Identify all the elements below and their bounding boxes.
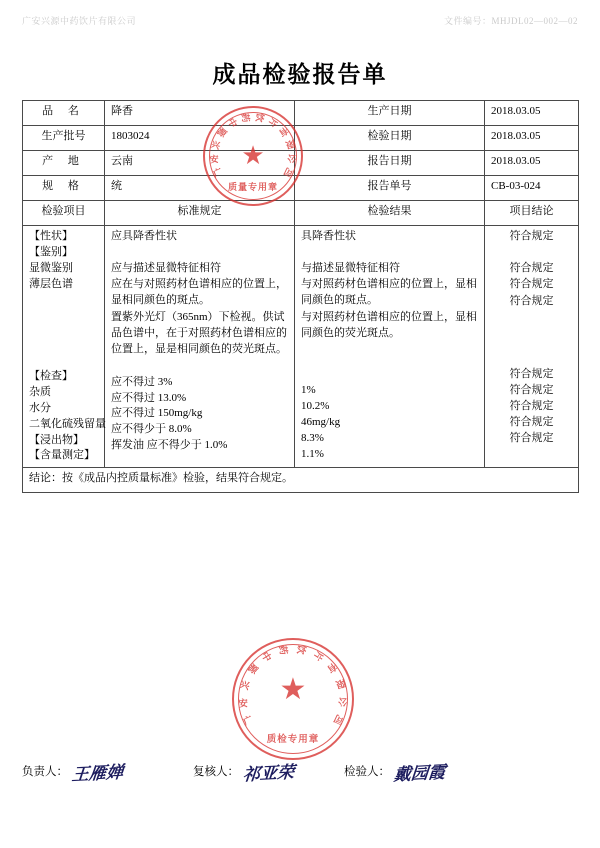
info-value-production-date: 2018.03.05: [485, 101, 579, 126]
result-item: 【检查】: [29, 369, 73, 382]
result-standard: 应在与对照药材色谱相应的位置上，显相同颜色的斑点。: [111, 277, 287, 306]
star-icon: ★: [241, 141, 265, 170]
info-value-report-no: CB-03-024: [485, 176, 579, 201]
result-item: 【性状】: [29, 230, 73, 242]
signature-label-responsible: 负责人：: [22, 766, 68, 778]
result-value: 1%: [301, 383, 316, 396]
stamp-inner-ring: [238, 644, 348, 754]
result-standard: 应与描述显微特征相符: [111, 261, 221, 274]
page-title: 成品检验报告单: [212, 62, 388, 87]
stamp-arc-char: 片: [310, 648, 325, 662]
stamp-arc-char: 有: [324, 659, 339, 674]
info-label-name: 品 名: [23, 101, 105, 126]
result-standard: 应不得过 3%: [111, 375, 173, 388]
result-value: 46mg/kg: [301, 415, 341, 428]
result-conclusion: 符合规定: [509, 261, 554, 274]
inspection-stamp-icon: [232, 638, 354, 760]
result-standard: 应不得过 150mg/kg: [111, 407, 203, 420]
result-conclusion: 符合规定: [509, 294, 554, 307]
signature-label-inspector: 检验人：: [344, 766, 390, 778]
scan-header-right: 文件编号：MHJDL02—002—02: [443, 16, 578, 26]
result-item: 【浸出物】: [29, 433, 84, 446]
result-conclusion: 符合规定: [509, 415, 554, 428]
stamp-arc-char: 药: [239, 112, 252, 124]
result-standard: [111, 358, 288, 375]
signature-name-review: 祁亚荣: [242, 762, 295, 785]
stamp-arc-char: 有: [276, 125, 291, 139]
table-row: [23, 151, 579, 176]
info-value-batch: 1803024: [105, 126, 295, 151]
info-label-production-date: 生产日期: [295, 101, 485, 126]
stamp-arc-char: 片: [266, 115, 280, 129]
stamp-arc-char: 源: [215, 125, 229, 140]
info-label-spec: 规 格: [23, 176, 105, 201]
info-value-report-date: 2018.03.05: [485, 151, 579, 176]
stamp-arc-char: 广: [242, 715, 255, 729]
result-conclusion: 符合规定: [509, 367, 554, 380]
info-label-report-date: 报告日期: [295, 151, 485, 176]
signature-label-review: 复核人：: [193, 766, 239, 778]
signature-inspector: [344, 762, 446, 785]
stamp-label-bottom: 质检专用章: [266, 735, 320, 745]
stamp-arc-char: 公: [287, 152, 297, 164]
result-conclusion: 符合规定: [509, 277, 554, 290]
col-header-conclusion: 项目结论: [485, 201, 579, 226]
stamp-arc-char: 兴: [209, 139, 222, 152]
result-item: 【鉴别】: [29, 245, 73, 258]
result-standard: 置紫外光灯（365nm）下检视。供试品色谱中，在于对照药材色谱相应的位置上，显是相同颜色的荧光斑点。: [111, 310, 287, 355]
conclusion-text: 结论：按《成品内控质量标准》检验，结果符合规定。: [23, 468, 579, 493]
result-value: 8.3%: [301, 431, 324, 444]
stamp-arc-char: 源: [245, 663, 260, 677]
results-result-cell: [295, 226, 485, 468]
star-icon: ★: [279, 672, 307, 706]
stamp-arc-char: 中: [225, 116, 239, 130]
stamp-arc-char: 饮: [294, 643, 306, 656]
signature-row: [22, 762, 578, 785]
result-item: 二氧化硫残留量: [29, 417, 106, 430]
results-body-row: [23, 226, 579, 468]
result-item: 显微鉴别: [29, 261, 73, 274]
result-item: [29, 293, 98, 349]
info-value-test-date: 2018.03.05: [485, 126, 579, 151]
result-standard: 应具降香性状: [111, 230, 177, 242]
stamp-arc-char: 司: [332, 711, 346, 725]
stamp-arc-char: 饮: [253, 112, 266, 123]
result-standard: [111, 245, 288, 261]
signature-name-responsible: 王雁婵: [71, 762, 124, 785]
stamp-arc-char: 药: [276, 644, 288, 656]
signature-name-inspector: 戴园霞: [393, 762, 446, 785]
stamp-arc-char: 限: [284, 138, 296, 151]
stamp-arc-char: 广: [211, 166, 225, 180]
signature-review: [193, 762, 295, 785]
col-header-result: 检验结果: [295, 201, 485, 226]
stamp-arc-char: 兴: [238, 680, 251, 693]
result-value: 与对照药材色谱相应的位置上，显相同颜色的斑点。: [301, 277, 477, 306]
result-value: 与描述显微特征相符: [301, 261, 400, 274]
table-header-row: [23, 201, 579, 226]
scan-header-left: 广安兴源中药饮片有限公司: [22, 16, 137, 26]
stamp-arc-char: 限: [334, 676, 347, 689]
stamp-arc-char: 中: [258, 650, 273, 665]
result-value: [301, 245, 478, 261]
result-standard: 应不得少于 8.0%: [111, 423, 192, 436]
result-item: 水分: [29, 401, 51, 414]
result-conclusion: [491, 245, 572, 261]
result-item: 【含量测定】: [29, 449, 95, 462]
result-value: 具降香性状: [301, 230, 356, 242]
result-conclusion: 符合规定: [509, 230, 554, 242]
stamp-arc-char: 司: [282, 165, 295, 179]
table-row: [23, 176, 579, 201]
info-value-spec: 统: [105, 176, 295, 201]
results-conclusion-cell: [485, 226, 579, 468]
report-table: [22, 100, 579, 493]
result-value: [301, 366, 478, 383]
results-standard-cell: [105, 226, 295, 468]
result-conclusion: [491, 350, 572, 367]
info-label-batch: 生产批号: [23, 126, 105, 151]
info-value-name: 降香: [105, 101, 295, 126]
stamp-arc-char: 安: [209, 153, 219, 165]
result-item: 薄层色谱: [29, 277, 73, 290]
stamp-arc-char: 公: [337, 695, 349, 706]
results-items-cell: [23, 226, 105, 468]
info-value-origin: 云南: [105, 151, 295, 176]
scan-header: [22, 14, 578, 28]
result-value: 10.2%: [301, 399, 330, 412]
info-label-report-no: 报告单号: [295, 176, 485, 201]
col-header-standard: 标准规定: [105, 201, 295, 226]
result-value: 1.1%: [301, 447, 324, 460]
info-label-origin: 产 地: [23, 151, 105, 176]
result-conclusion: 符合规定: [509, 383, 554, 396]
result-value: 与对照药材色谱相应的位置上，显相同颜色的荧光斑点。: [301, 310, 477, 339]
signature-responsible: [22, 762, 124, 785]
table-row: [23, 126, 579, 151]
result-conclusion: 符合规定: [509, 431, 554, 444]
table-row: [23, 101, 579, 126]
result-conclusion: 符合规定: [509, 399, 554, 412]
col-header-item: 检验项目: [23, 201, 105, 226]
stamp-arc-char: 安: [238, 699, 249, 710]
conclusion-row: [23, 468, 579, 493]
stamp-label-top: 质量专用章: [227, 182, 279, 192]
result-item: 杂质: [29, 385, 51, 398]
result-standard: 应不得过 13.0%: [111, 391, 187, 404]
result-standard: 挥发油 应不得少于 1.0%: [111, 439, 228, 452]
info-label-test-date: 检验日期: [295, 126, 485, 151]
